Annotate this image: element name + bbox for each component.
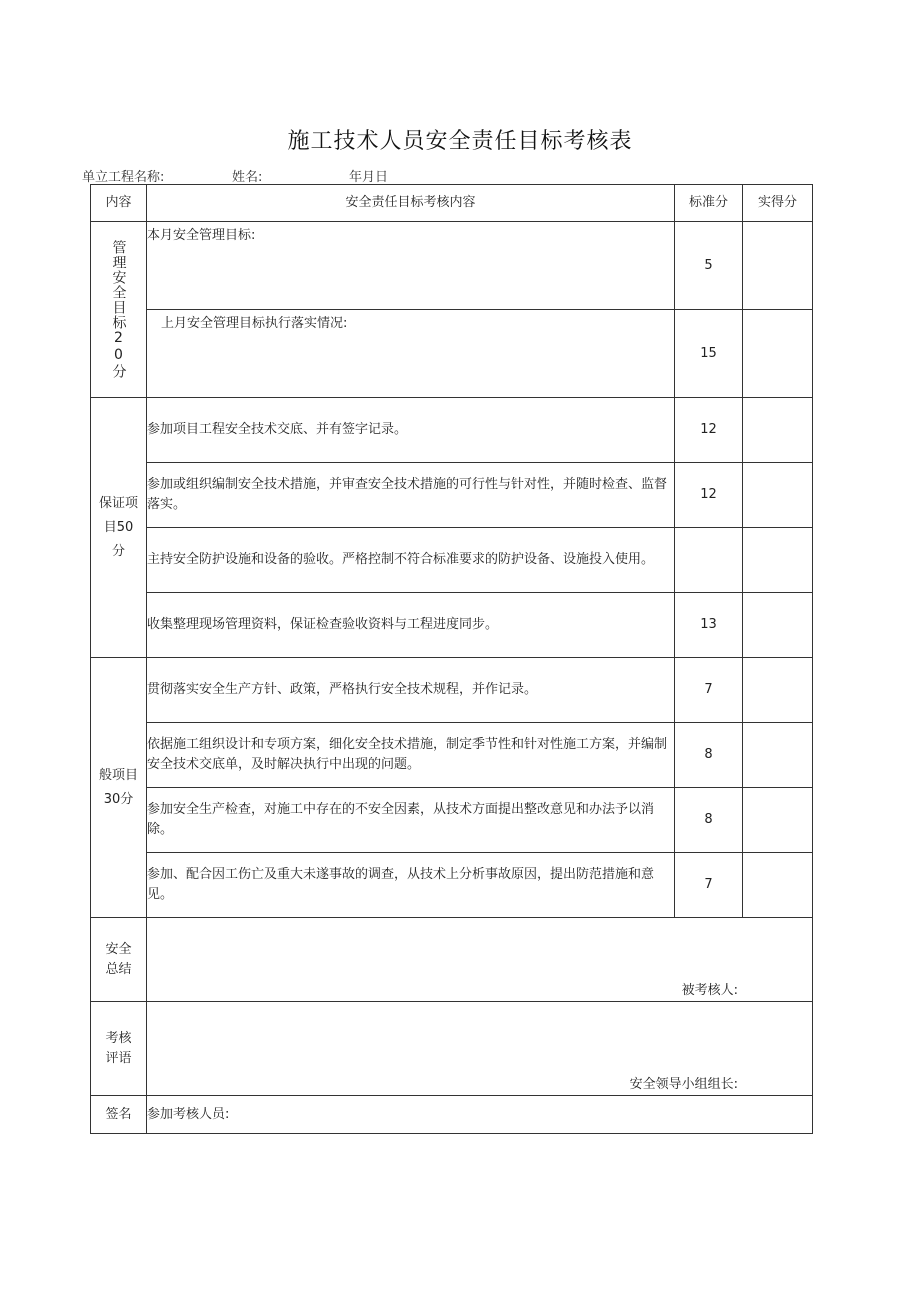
summary-signer-label: 被考核人: — [681, 983, 738, 998]
general-row-1-actual[interactable] — [743, 658, 813, 723]
guarantee-row-1-content: 参加项目工程安全技术交底、并有签字记录。 — [147, 398, 675, 463]
table-row — [91, 658, 813, 723]
header-category: 内容 — [91, 185, 147, 222]
category-summary — [91, 918, 147, 1002]
management-row-1-score: 5 — [675, 222, 743, 310]
guarantee-row-4-actual[interactable] — [743, 593, 813, 658]
guarantee-row-2-content: 参加或组织编制安全技术措施，并审查安全技术措施的可行性与针对性，并随时检查、监督落实。 — [147, 463, 675, 528]
guarantee-row-3-content: 主持安全防护设施和设备的验收。严格控制不符合标准要求的防护设备、设施投入使用。 — [147, 528, 675, 593]
review-label-1: 考核 — [105, 1030, 132, 1046]
header-standard-score: 标准分 — [675, 185, 743, 222]
general-row-3-content: 参加安全生产检查，对施工中存在的不安全因素，从技术方面提出整改意见和办法予以消除。 — [147, 788, 675, 853]
page-title: 施工技术人员安全责任目标考核表 — [287, 129, 633, 154]
management-row-1-content: 本月安全管理目标: — [147, 222, 675, 310]
general-row-3-score: 8 — [675, 788, 743, 853]
table-row — [91, 788, 813, 853]
guarantee-row-4-score: 13 — [675, 593, 743, 658]
category-guarantee-label-1: 保证项 — [98, 495, 138, 511]
person-name-label: 姓名: — [232, 170, 263, 185]
table-row — [91, 593, 813, 658]
table-row — [91, 853, 813, 918]
category-general-label-1: 般项目 — [98, 767, 138, 783]
category-general-label-2: 30分 — [103, 791, 134, 807]
guarantee-row-1-score: 12 — [675, 398, 743, 463]
signature-field[interactable]: 参加考核人员: — [147, 1096, 813, 1134]
category-guarantee — [91, 398, 147, 658]
header-content: 安全责任目标考核内容 — [147, 185, 675, 222]
assessment-table — [90, 184, 813, 1134]
table-header-row — [91, 185, 813, 222]
table-row — [91, 222, 813, 310]
general-row-4-content: 参加、配合因工伤亡及重大未遂事故的调查，从技术上分析事故原因，提出防范措施和意见。 — [147, 853, 675, 918]
general-row-4-actual[interactable] — [743, 853, 813, 918]
review-field[interactable] — [147, 1002, 813, 1096]
general-row-2-score: 8 — [675, 723, 743, 788]
management-row-2-content: 上月安全管理目标执行落实情况: — [147, 310, 675, 398]
guarantee-row-2-score: 12 — [675, 463, 743, 528]
guarantee-row-4-content: 收集整理现场管理资料，保证检查验收资料与工程进度同步。 — [147, 593, 675, 658]
summary-label-2: 总结 — [105, 961, 132, 977]
table-row — [91, 528, 813, 593]
management-row-2-actual[interactable] — [743, 310, 813, 398]
general-row-2-actual[interactable] — [743, 723, 813, 788]
guarantee-row-2-actual[interactable] — [743, 463, 813, 528]
table-row — [91, 1002, 813, 1096]
general-row-3-actual[interactable] — [743, 788, 813, 853]
category-management-label: 管理安全目标20分 — [110, 240, 127, 379]
table-row — [91, 463, 813, 528]
table-row — [91, 310, 813, 398]
review-signer-label: 安全领导小组组长: — [629, 1077, 738, 1092]
category-guarantee-label-2: 目50分 — [103, 519, 134, 559]
category-management — [91, 222, 147, 398]
summary-field[interactable] — [147, 918, 813, 1002]
date-label: 年月日 — [349, 170, 389, 185]
review-label-2: 评语 — [105, 1050, 132, 1066]
summary-label-1: 安全 — [105, 941, 132, 957]
category-review — [91, 1002, 147, 1096]
management-row-2-score: 15 — [675, 310, 743, 398]
project-name-label: 单立工程名称: — [82, 170, 165, 185]
table-row — [91, 723, 813, 788]
general-row-4-score: 7 — [675, 853, 743, 918]
table-row — [91, 398, 813, 463]
guarantee-row-3-score — [675, 528, 743, 593]
general-row-1-score: 7 — [675, 658, 743, 723]
general-row-2-content: 依据施工组织设计和专项方案，细化安全技术措施，制定季节性和针对性施工方案，并编制安全技术交底单，及时解决执行中出现的问题。 — [147, 723, 675, 788]
table-row — [91, 1096, 813, 1134]
table-row — [91, 918, 813, 1002]
category-general — [91, 658, 147, 918]
management-row-1-actual[interactable] — [743, 222, 813, 310]
guarantee-row-3-actual[interactable] — [743, 528, 813, 593]
category-signature: 签名 — [91, 1096, 147, 1134]
guarantee-row-1-actual[interactable] — [743, 398, 813, 463]
header-actual-score: 实得分 — [743, 185, 813, 222]
general-row-1-content: 贯彻落实安全生产方针、政策，严格执行安全技术规程，并作记录。 — [147, 658, 675, 723]
